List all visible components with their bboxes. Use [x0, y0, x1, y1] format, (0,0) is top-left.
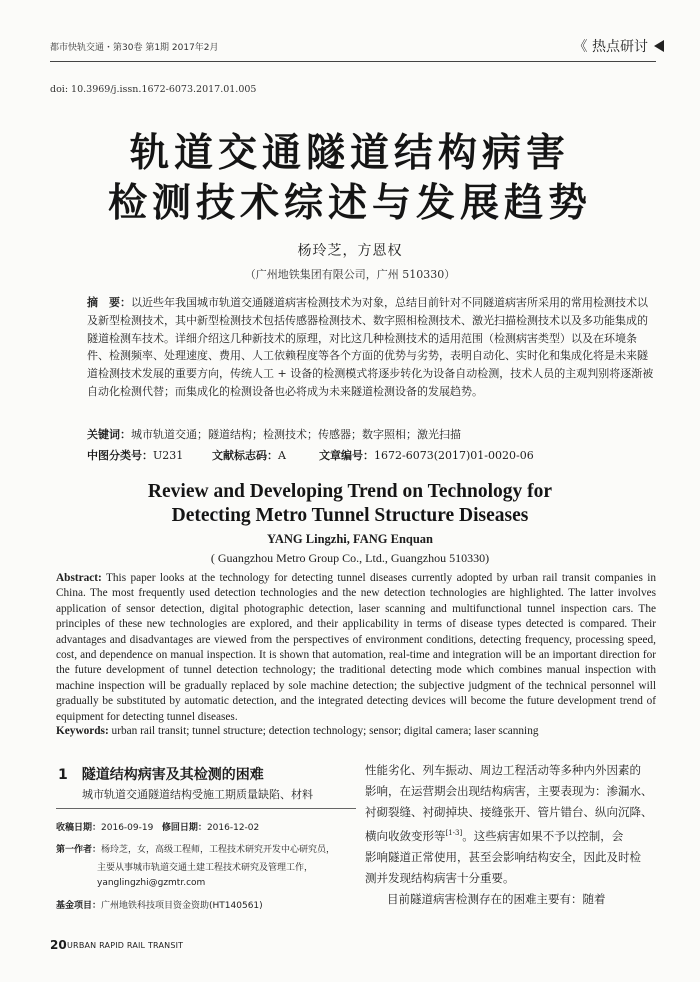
authors-en: YANG Lingzhi, FANG Enquan [266, 532, 434, 546]
footnote-fund [56, 898, 263, 911]
clc-value: U231 [153, 449, 184, 462]
abstract-cn-label: 摘 要： [87, 296, 131, 309]
page-number: 20 [50, 938, 67, 952]
footnote-author-line2: 主要从事城市轨道交通土建工程技术研究及管理工作， [97, 863, 314, 873]
affiliation-en: ( Guangzhou Metro Group Co., Ltd., Guangzhou 510330) [210, 551, 490, 565]
author-label: 第一作者： [56, 845, 102, 855]
keywords-en-label: Keywords: [56, 725, 109, 737]
keywords-cn [87, 426, 657, 442]
received-value: 2016-09-19 [101, 823, 154, 833]
received-label: 收稿日期： [56, 823, 102, 833]
author-email: yanglingzhi@gzmtr.com [97, 878, 206, 888]
keywords-cn-label: 关键词： [87, 428, 131, 441]
abstract-cn-text: 以近些年我国城市轨道交通隧道病害检测技术为对象，总结目前针对不同隧道病害所采用的常用检测技术以及新型检测技术，其中新型检测技术包括传感器检测技术、数字照相检测技术、激光扫描检测技术以及多功能集成的隧道检测车技术。详细介绍这几种新技术的原理，对比这几种检测技术的适用范围（检测病害类型）以及在环境条件、检测频率、处理速度、费用、人工依赖程度等各个方面的优势与劣势，表明自动化、实时化和集成化将是未来隧道检测技术发展的重要方向，传统人工 + 设备的检测模式将逐步转化为设备自动检测，技术人员的主观判别将逐渐被自动化检测代替；而集成化的检测设备也必将成为未来隧道检测设备的发展趋势。 [87, 296, 654, 398]
title-cn-line2: 检测技术综述与发展趋势 [107, 181, 592, 226]
footnote-author [56, 842, 335, 855]
abstract-en [56, 571, 656, 725]
body-line-end: 。这些病害如果不予以控制，会 [462, 829, 624, 843]
body-text-left: 城市轨道交通隧道结构受施工期质量缺陷、材料 [82, 788, 313, 801]
body-line: 影响，在运营期会出现结构病害，主要表现为：渗漏水、 [365, 784, 653, 798]
citation-ref: [1-3] [445, 829, 463, 837]
title-cn-line1: 轨道交通隧道结构病害 [129, 131, 570, 176]
body-line [365, 823, 657, 847]
footnote-dates [56, 820, 259, 833]
fund-label: 基金项目： [56, 901, 102, 911]
body-line: 衬砌裂缝、衬砌掉块、接缝张开、管片错台、纵向沉降、 [365, 805, 653, 819]
article-no-value: 1672-6073(2017)01-0020-06 [374, 449, 534, 462]
clc-group [87, 447, 183, 463]
section-tag [574, 36, 664, 56]
running-head: 都市快轨交通・第30卷 第1期 2017年2月 [50, 43, 219, 53]
journal-name-en: URBAN RAPID RAIL TRANSIT [67, 941, 184, 950]
section-heading [58, 764, 264, 784]
body-line-start: 横向收敛变形等 [365, 829, 446, 843]
body-line: 测并发现结构病害十分重要。 [365, 871, 515, 885]
body-line: 目前隧道病害检测存在的困难主要有：随着 [387, 892, 606, 906]
abstract-en-text: This paper looks at the technology for detecting tunnel diseases currently adopted by urban rail transit companies in China. The most frequently used detection technologies and the new detection technologies are highlighted. The latter involves application of sensor detection, digital photographic detection, laser scanning and multifunctional tunnel inspection cars. The principles of these new technologies are explored, and their applicability in terms of disease types detected is compared. Their advantages and disadvantages are viewed from the perspectives of environment conditions, detecting frequency, processing speed, cost, and dependence on manual inspection. It is shown that automation, real-time and integration will be an important direction for the future development of tunnel detection technology; the traditional detecting mode which combines manual inspection with machine inspection will be gradually replaced by sole machine detection; the subjective judgment of the technical personnel will gradually be substituted by automatic detection, and the integrated detecting devices will become the future development trend of equipment for detecting tunnel diseases. [56, 572, 656, 723]
title-en-line1: Review and Developing Trend on Technology for [147, 481, 553, 502]
footnote-rule [56, 808, 356, 809]
section-heading-text: 隧道结构病害及其检测的困难 [81, 767, 264, 783]
keywords-en [56, 725, 656, 737]
header-rule [50, 61, 656, 62]
body-text-right [365, 760, 657, 910]
revised-value: 2016-12-02 [206, 823, 260, 833]
section-tag-label: 《 热点研讨 [573, 39, 648, 55]
doc-code-value: A [278, 449, 286, 462]
doc-code-label: 文献标志码： [212, 449, 278, 462]
body-line: 性能劣化、列车振动、周边工程活动等多种内外因素的 [365, 763, 641, 777]
authors-cn: 杨玲芝，方恩权 [297, 243, 403, 259]
abstract-en-label: Abstract: [56, 572, 102, 584]
clc-label: 中图分类号： [87, 449, 153, 462]
keywords-en-text: urban rail transit; tunnel structure; detection technology; sensor; digital camera; laser scanning [111, 725, 539, 737]
article-no-label: 文章编号： [319, 449, 374, 462]
fund-value: 广州地铁科技项目资金资助(HT140561) [101, 901, 263, 911]
triangle-left-icon [654, 40, 664, 52]
body-line: 影响隧道正常使用，甚至会影响结构安全，因此及时检 [365, 850, 641, 864]
abstract-cn [87, 294, 657, 401]
title-en-line2: Detecting Metro Tunnel Structure Diseases [171, 505, 529, 526]
keywords-cn-text: 城市轨道交通；隧道结构；检测技术；传感器；数字照相；激光扫描 [131, 428, 461, 441]
section-number: 1 [58, 767, 68, 783]
doi: doi: 10.3969/j.issn.1672-6073.2017.01.005 [50, 84, 257, 95]
author-line1: 杨玲芝，女，高级工程师，工程技术研究开发中心研究员， [101, 845, 336, 855]
doc-code-group [212, 447, 286, 463]
article-no-group [319, 447, 534, 463]
affiliation-cn: （广州地铁集团有限公司，广州 510330） [244, 268, 456, 281]
revised-label: 修回日期： [161, 823, 207, 833]
